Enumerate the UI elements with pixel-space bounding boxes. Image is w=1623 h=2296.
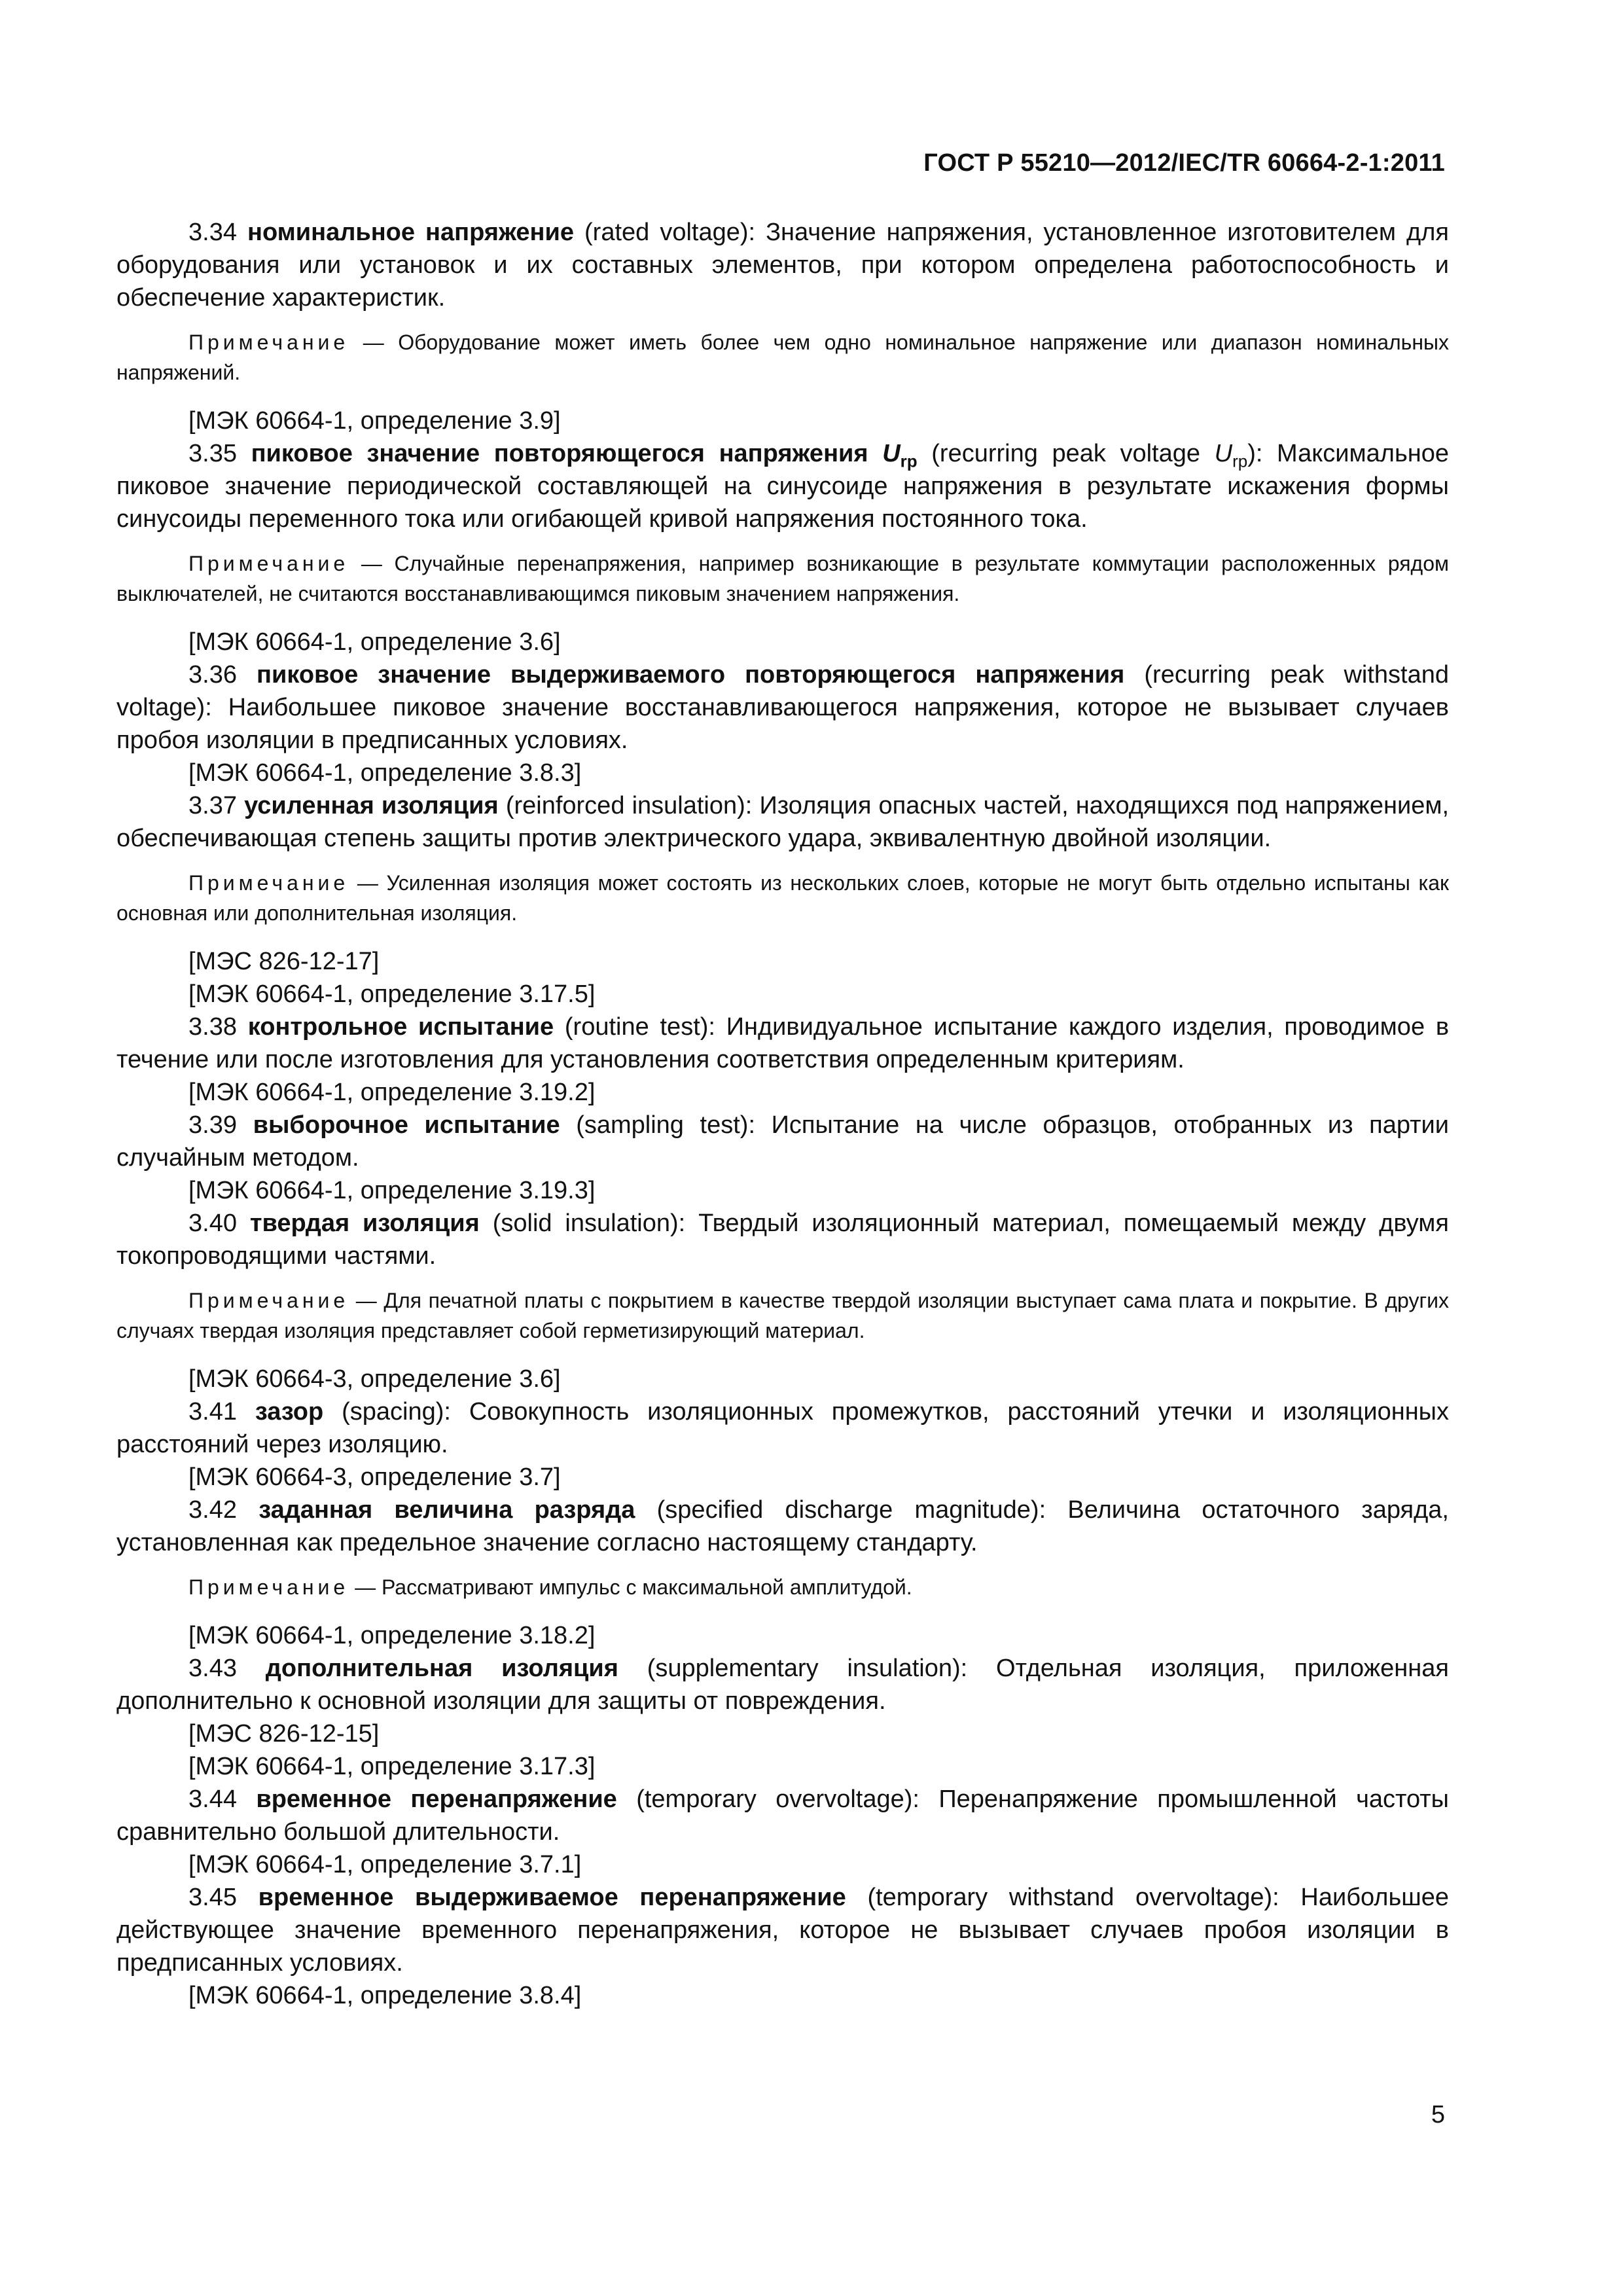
definition-term: выборочное испытание bbox=[253, 1111, 560, 1139]
definition-term: зазор bbox=[255, 1398, 324, 1426]
reference: [МЭК 60664-1, определение 3.6] bbox=[188, 628, 561, 656]
reference: [МЭК 60664-1, определение 3.17.5] bbox=[188, 980, 596, 1008]
reference: [МЭК 60664-1, определение 3.8.3] bbox=[188, 759, 582, 787]
definition-text: (supplementary insulation): Отдельная изоляция, приложенная дополнительно к основной изоляции для защиты от повреждения. bbox=[116, 1655, 1449, 1715]
definition-3-38 bbox=[116, 1011, 1449, 1076]
reference: [МЭК 60664-1, определение 3.9] bbox=[188, 407, 561, 435]
definition-3-40 bbox=[116, 1207, 1449, 1272]
definition-text: (spacing): Совокупность изоляционных промежутков, расстояний утечки и изоляционных расстояний через изоляцию. bbox=[116, 1398, 1449, 1458]
definition-number: 3.40 bbox=[188, 1210, 237, 1237]
note-3-42 bbox=[116, 1572, 1449, 1602]
definition-number: 3.34 bbox=[188, 219, 237, 246]
definition-3-35 bbox=[116, 437, 1449, 535]
definition-text: (solid insulation): Твердый изоляционный материал, помещаемый между двумя токопроводящими частями. bbox=[116, 1210, 1449, 1270]
definition-text: (routine test): Индивидуальное испытание каждого изделия, проводимое в течение или после изготовления для установления соответствия определенным критериям. bbox=[116, 1013, 1450, 1073]
note-text: — Для печатной платы с покрытием в качестве твердой изоляции выступает сама плата и покрытие. В других случаях твердая изоляция представляет собой герметизирующий материал. bbox=[116, 1289, 1449, 1342]
definition-term: временное перенапряжение bbox=[256, 1785, 617, 1813]
symbol: U bbox=[882, 440, 901, 467]
definition-3-41 bbox=[116, 1395, 1449, 1461]
symbol-subscript: rp bbox=[1232, 451, 1248, 471]
definition-3-42 bbox=[116, 1494, 1449, 1559]
note-3-34 bbox=[116, 327, 1449, 387]
reference: [МЭК 60664-1, определение 3.19.3] bbox=[188, 1177, 596, 1204]
definition-term: заданная величина разряда bbox=[259, 1496, 635, 1524]
definition-number: 3.44 bbox=[188, 1785, 237, 1813]
definition-text: (recurring peak voltage bbox=[917, 440, 1215, 467]
definition-term: номинальное напряжение bbox=[247, 219, 574, 246]
reference: [МЭК 60664-1, определение 3.8.4] bbox=[188, 1982, 582, 2009]
reference: [МЭС 826-12-17] bbox=[188, 948, 380, 975]
definition-number: 3.43 bbox=[188, 1655, 237, 1682]
definition-3-43 bbox=[116, 1652, 1449, 1717]
definition-number: 3.45 bbox=[188, 1884, 237, 1911]
definition-term: временное выдерживаемое перенапряжение bbox=[258, 1884, 846, 1911]
definition-text: ): Максимальное пиковое значение периодической составляющей на синусоиде напряжения в результате искажения формы синусоиды переменного тока или огибающей кривой напряжения постоянного тока. bbox=[116, 440, 1450, 533]
definition-term: дополнительная изоляция bbox=[265, 1655, 618, 1682]
definition-number: 3.41 bbox=[188, 1398, 237, 1426]
definition-text: (temporary withstand overvoltage): Наибольшее действующее значение временного перенапряжения, которое не вызывает случаев пробоя изоляции в предписанных условиях. bbox=[116, 1884, 1449, 1977]
reference: [МЭК 60664-3, определение 3.6] bbox=[188, 1365, 561, 1393]
reference: [МЭС 826-12-15] bbox=[188, 1720, 380, 1748]
definition-number: 3.37 bbox=[188, 792, 237, 819]
definition-text: (reinforced insulation): Изоляция опасных частей, находящихся под напряжением, обеспечивающая степень защиты против электрического удара, эквивалентную двойной изоляции. bbox=[116, 792, 1450, 852]
definition-text: (sampling test): Испытание на числе образцов, отобранных из партии случайным методом. bbox=[116, 1111, 1449, 1172]
reference: [МЭК 60664-1, определение 3.17.3] bbox=[188, 1753, 596, 1780]
definition-term: пиковое значение выдерживаемого повторяющегося напряжения bbox=[257, 661, 1125, 689]
definition-number: 3.42 bbox=[188, 1496, 237, 1524]
note-text: — Оборудование может иметь более чем одно номинальное напряжение или диапазон номинальных напряжений. bbox=[116, 331, 1449, 384]
definition-3-44 bbox=[116, 1783, 1449, 1848]
note-label: Примечание bbox=[188, 552, 349, 575]
reference: [МЭК 60664-1, определение 3.19.2] bbox=[188, 1079, 596, 1106]
note-3-37 bbox=[116, 868, 1449, 928]
note-3-35 bbox=[116, 548, 1449, 609]
definition-number: 3.36 bbox=[188, 661, 237, 689]
definition-term bbox=[251, 440, 918, 471]
note-label: Примечание bbox=[188, 1575, 349, 1599]
definition-number: 3.38 bbox=[188, 1013, 237, 1041]
definition-text: (specified discharge magnitude): Величина остаточного заряда, установленная как предельное значение согласно настоящему стандарту. bbox=[116, 1496, 1449, 1556]
note-label: Примечание bbox=[188, 331, 349, 354]
note-3-40 bbox=[116, 1285, 1449, 1346]
definition-3-45 bbox=[116, 1881, 1449, 1979]
definition-number: 3.39 bbox=[188, 1111, 237, 1139]
reference: [МЭК 60664-3, определение 3.7] bbox=[188, 1463, 561, 1491]
definition-number: 3.35 bbox=[188, 440, 237, 467]
note-text: — Случайные перенапряжения, например возникающие в результате коммутации расположенных рядом выключателей, не считаются восстанавливающимся пиковым значением напряжения. bbox=[116, 552, 1449, 605]
note-text: — Усиленная изоляция может состоять из нескольких слоев, которые не могут быть отдельно испытаны как основная или дополнительная изоляция. bbox=[116, 871, 1449, 925]
definition-text: (recurring peak withstand voltage): Наибольшее пиковое значение восстанавливающегося напряжения, которое не вызывает случаев пробоя изоляции в предписанных условиях. bbox=[116, 661, 1449, 754]
definition-term: контрольное испытание bbox=[247, 1013, 554, 1041]
page-number: 5 bbox=[1431, 2101, 1445, 2128]
definition-text: (temporary overvoltage): Перенапряжение промышленной частоты сравнительно большой длительности. bbox=[116, 1785, 1449, 1846]
note-label: Примечание bbox=[188, 1289, 349, 1312]
document-body bbox=[116, 216, 1449, 2012]
definition-term: усиленная изоляция bbox=[244, 792, 499, 819]
term-text: пиковое значение повторяющегося напряжения bbox=[251, 440, 868, 467]
symbol: U bbox=[1214, 440, 1233, 467]
symbol-subscript: rp bbox=[900, 451, 918, 471]
definition-text: (rated voltage): Значение напряжения, установленное изготовителем для оборудования или установок и их составных элементов, при котором определена работоспособность и обеспечение характеристик. bbox=[116, 219, 1449, 312]
note-label: Примечание bbox=[188, 871, 349, 895]
reference: [МЭК 60664-1, определение 3.7.1] bbox=[188, 1851, 582, 1878]
definition-3-34 bbox=[116, 216, 1449, 314]
reference: [МЭК 60664-1, определение 3.18.2] bbox=[188, 1622, 596, 1649]
definition-3-37 bbox=[116, 789, 1449, 855]
definition-3-39 bbox=[116, 1109, 1449, 1174]
definition-3-36 bbox=[116, 658, 1449, 757]
document-header: ГОСТ Р 55210—2012/IEC/TR 60664-2-1:2011 bbox=[923, 149, 1445, 177]
note-text: — Рассматривают импульс с максимальной амплитудой. bbox=[349, 1575, 912, 1599]
definition-term: твердая изоляция bbox=[249, 1210, 480, 1237]
